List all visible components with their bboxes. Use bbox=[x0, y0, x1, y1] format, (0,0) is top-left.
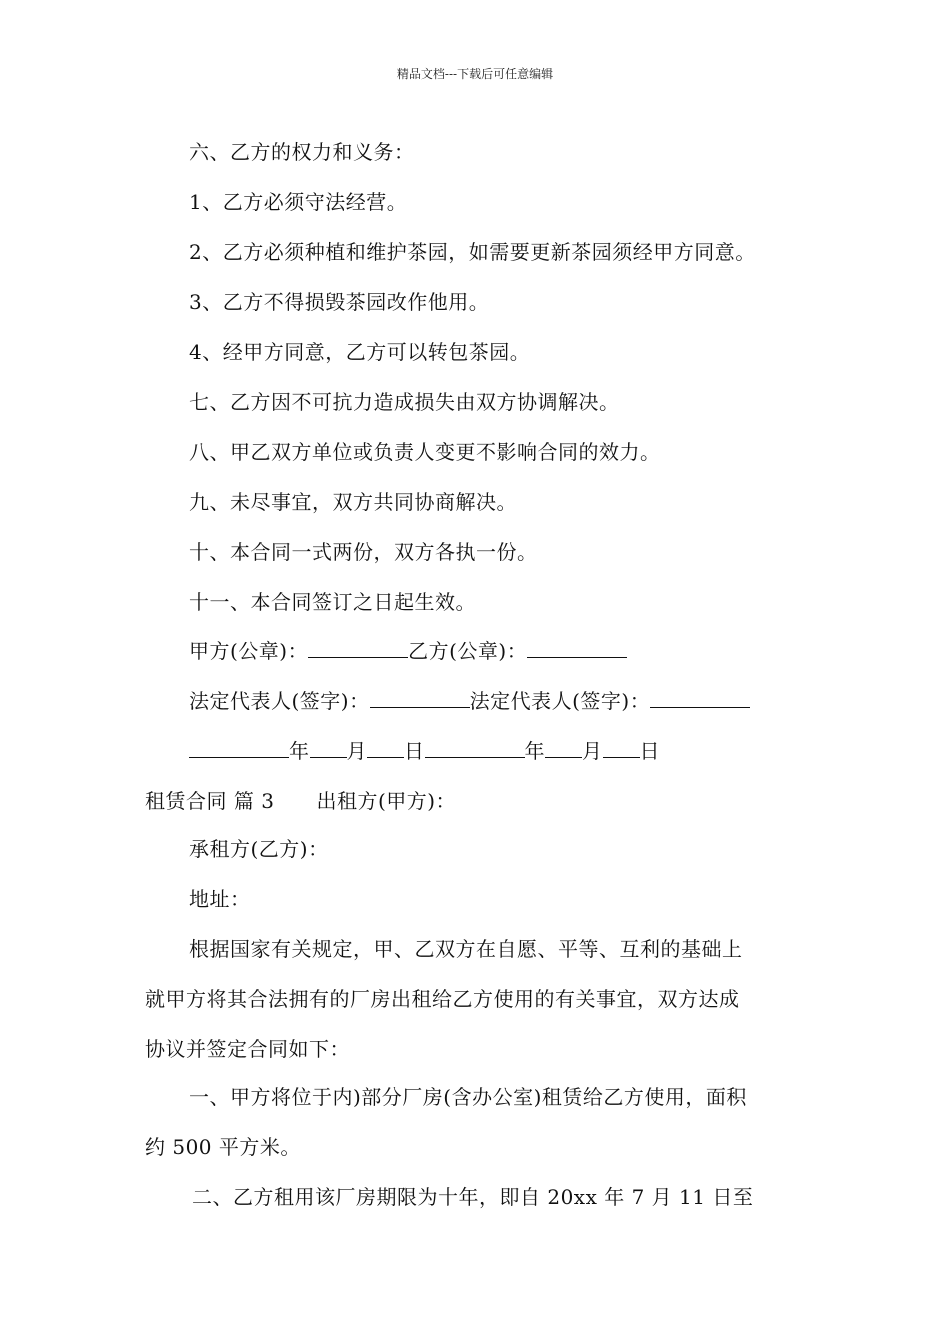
preamble-line-2: 就甲方将其合法拥有的厂房出租给乙方使用的有关事宜，双方达成 bbox=[145, 987, 740, 1011]
representative-signature-row bbox=[189, 687, 750, 715]
date-b-month-label: 月 bbox=[582, 739, 603, 763]
clause-9: 九、未尽事宜，双方共同协商解决。 bbox=[189, 490, 517, 514]
seal-signature-row bbox=[189, 637, 627, 665]
party-a-rep-blank bbox=[370, 687, 470, 708]
date-a-month-blank bbox=[310, 737, 347, 758]
clause-10: 十、本合同一式两份，双方各执一份。 bbox=[189, 540, 538, 564]
party-b-seal-label: 乙方(公章)： bbox=[408, 639, 528, 663]
date-row bbox=[189, 737, 660, 765]
date-b-year-label: 年 bbox=[524, 739, 545, 763]
preamble-line-1: 根据国家有关规定，甲、乙双方在自愿、平等、互利的基础上 bbox=[189, 937, 743, 961]
clause-6-item-4: 4、经甲方同意，乙方可以转包茶园。 bbox=[189, 340, 531, 364]
contract-title-row bbox=[145, 787, 456, 815]
party-a-rep-label: 法定代表人(签字)： bbox=[189, 689, 370, 713]
article-2-line-1: 二、乙方租用该厂房期限为十年，即自 20xx 年 7 月 11 日至 bbox=[192, 1185, 754, 1209]
clause-6-heading: 六、乙方的权力和义务： bbox=[189, 140, 415, 164]
party-b-rep-blank bbox=[650, 687, 750, 708]
article-1-line-2: 约 500 平方米。 bbox=[145, 1135, 301, 1159]
party-b-rep-label: 法定代表人(签字)： bbox=[469, 689, 651, 713]
address-label: 地址： bbox=[189, 887, 251, 911]
date-b-month-blank bbox=[545, 737, 582, 758]
date-a-day-label: 日 bbox=[404, 739, 425, 763]
party-b-seal-blank bbox=[527, 637, 627, 658]
party-a-seal-blank bbox=[308, 637, 408, 658]
clause-11: 十一、本合同签订之日起生效。 bbox=[189, 590, 476, 614]
date-b-year-blank bbox=[425, 737, 525, 758]
date-a-month-label: 月 bbox=[346, 739, 367, 763]
clause-6-item-1: 1、乙方必须守法经营。 bbox=[189, 190, 408, 214]
lessor-label: 出租方(甲方)： bbox=[316, 789, 457, 813]
contract-title: 租赁合同 篇 3 bbox=[145, 789, 275, 813]
clause-7: 七、乙方因不可抗力造成损失由双方协调解决。 bbox=[189, 390, 620, 414]
clause-8: 八、甲乙双方单位或负责人变更不影响合同的效力。 bbox=[189, 440, 661, 464]
date-a-year-label: 年 bbox=[289, 739, 310, 763]
party-a-seal-label: 甲方(公章)： bbox=[189, 639, 309, 663]
article-1-line-1: 一、甲方将位于内)部分厂房(含办公室)租赁给乙方使用，面积 bbox=[189, 1085, 747, 1109]
date-b-day-blank bbox=[603, 737, 640, 758]
page-header: 精品文档---下载后可任意编辑 bbox=[396, 67, 554, 81]
date-a-day-blank bbox=[367, 737, 404, 758]
date-a-year-blank bbox=[189, 737, 289, 758]
preamble-line-3: 协议并签定合同如下： bbox=[145, 1037, 350, 1061]
lessee-label: 承租方(乙方)： bbox=[189, 837, 329, 861]
date-b-day-label: 日 bbox=[639, 739, 660, 763]
clause-6-item-2: 2、乙方必须种植和维护茶园，如需要更新茶园须经甲方同意。 bbox=[189, 240, 756, 264]
clause-6-item-3: 3、乙方不得损毁茶园改作他用。 bbox=[189, 290, 490, 314]
